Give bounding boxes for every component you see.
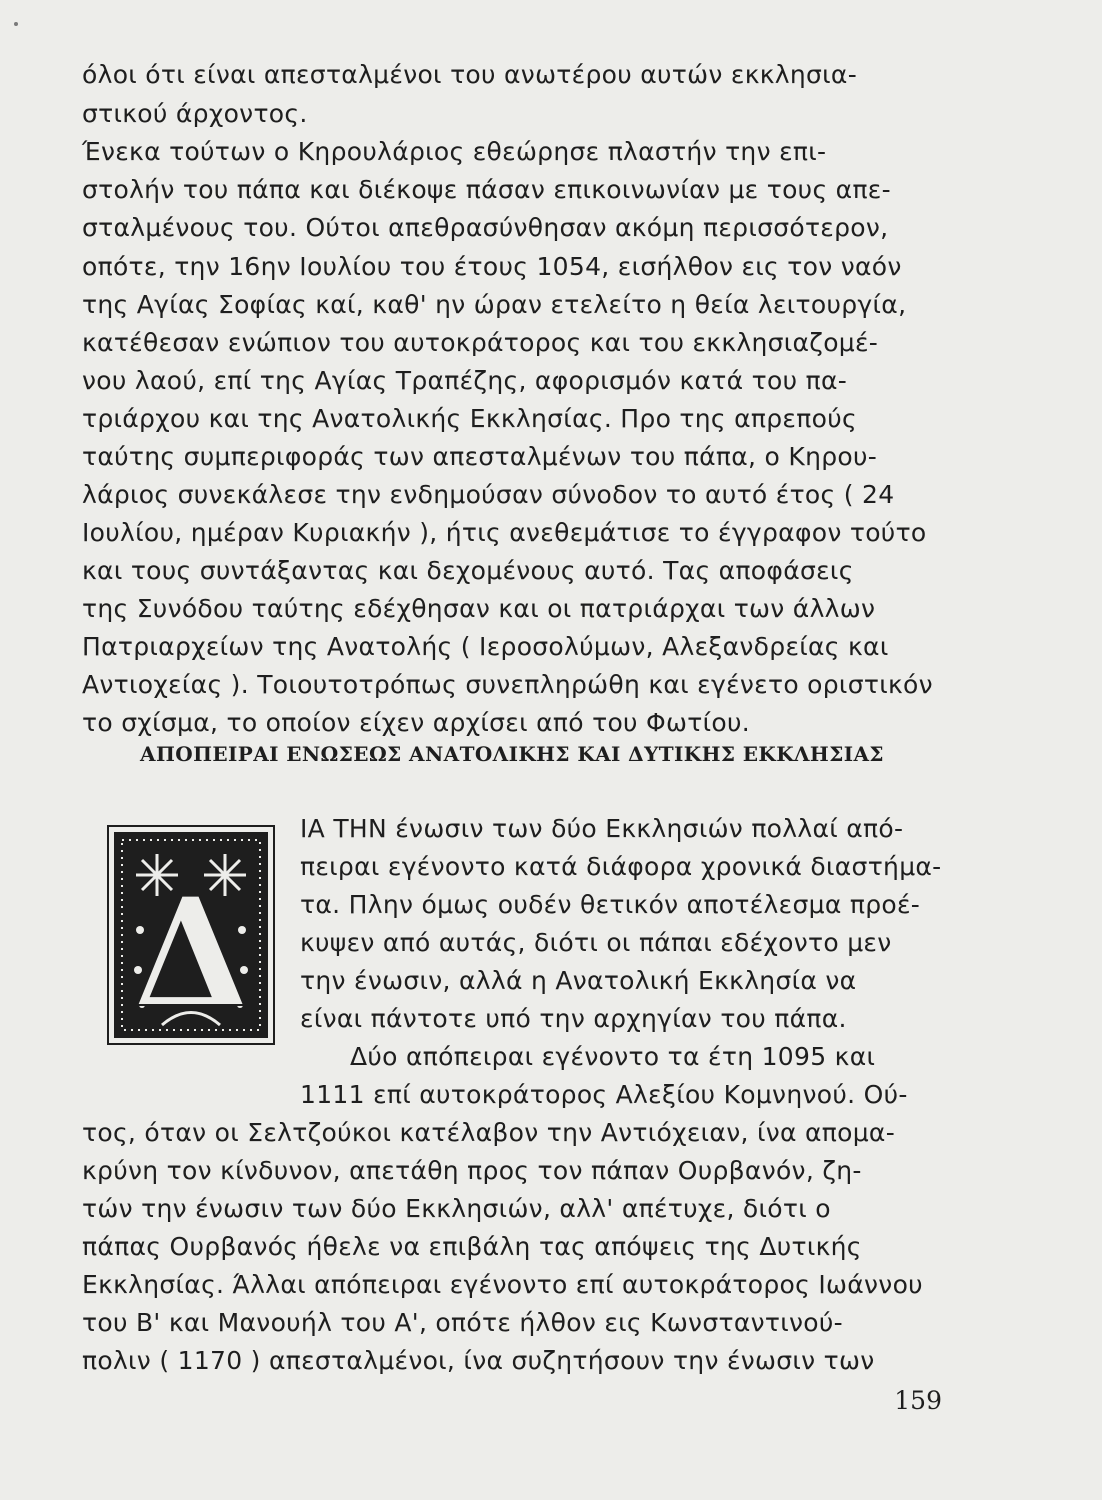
text-line: Πατριαρχείων της Ανατολής ( Ιεροσολύμων, Αλεξανδρείας και [82,632,889,661]
text-line: όλοι ότι είναι απεσταλμένοι του ανωτέρου αυτών εκκλησια- [82,60,858,89]
text-line: οπότε, την 16ην Ιουλίου του έτους 1054, εισήλθον εις τον ναόν [82,252,902,281]
text-line: στικού άρχοντος. [82,99,308,128]
text-line: κυψεν από αυτάς, διότι οι πάπαι εδέχοντο μεν [300,928,892,957]
decorative-initial [102,820,280,1050]
text-line: τα. Πλην όμως ουδέν θετικόν αποτέλεσμα προέ- [300,890,921,919]
text-line: της Συνόδου ταύτης εδέχθησαν και οι πατριάρχαι των άλλων [82,594,876,623]
text-line: ταύτης συμπεριφοράς των απεσταλμένων του πάπα, ο Κηρου- [82,442,878,471]
text-line: στολήν του πάπα και διέκοψε πάσαν επικοινωνίαν με τους απε- [82,175,891,204]
text-line: τών την ένωσιν των δύο Εκκλησιών, αλλ' απέτυχε, διότι ο [82,1194,831,1223]
text-line: του Β' και Μανουήλ του Α', οπότε ήλθον εις Κωνσταντινού- [82,1308,843,1337]
text-line: Δύο απόπειραι εγένοντο τα έτη 1095 και [350,1042,876,1071]
text-line: είναι πάντοτε υπό την αρχηγίαν του πάπα. [300,1004,847,1033]
drop-cap-letter: Δ [132,865,250,1041]
text-line: Ένεκα τούτων ο Κηρουλάριος εθεώρησε πλαστήν την επι- [82,137,827,166]
text-line: πειραι εγένοντο κατά διάφορα χρονικά διαστήμα- [300,852,942,881]
text-line: πάπας Ουρβανός ήθελε να επιβάλη τας απόψεις της Δυτικής [82,1232,862,1261]
section-heading: ΑΠΟΠΕΙΡΑΙ ΕΝΩΣΕΩΣ ΑΝΑΤΟΛΙΚΗΣ ΚΑΙ ΔΥΤΙΚΗΣ ΕΚΚΛΗΣΙΑΣ [140,742,884,766]
text-line: την ένωσιν, αλλά η Ανατολική Εκκλησία να [300,966,857,995]
text-line: κατέθεσαν ενώπιον του αυτοκράτορος και του εκκλησιαζομέ- [82,328,879,357]
page-number: 159 [894,1386,942,1415]
text-line: τος, όταν οι Σελτζούκοι κατέλαβον την Αντιόχειαν, ίνα απομα- [82,1118,896,1147]
scan-speck [14,22,18,26]
text-line: το σχίσμα, το οποίον είχεν αρχίσει από του Φωτίου. [82,708,750,737]
text-line: 1111 επί αυτοκράτορος Αλεξίου Κομνηνού. Ού- [300,1080,908,1109]
text-line: Ιουλίου, ημέραν Κυριακήν ), ήτις ανεθεμάτισε το έγγραφον τούτο [82,518,927,547]
text-line: τριάρχου και της Ανατολικής Εκκλησίας. Προ της απρεπούς [82,404,857,433]
text-line: σταλμένους του. Ούτοι απεθρασύνθησαν ακόμη περισσότερον, [82,213,889,242]
text-line: Αντιοχείας ). Τοιουτοτρόπως συνεπληρώθη και εγένετο οριστικόν [82,670,933,699]
text-line: κρύνη τον κίνδυνον, απετάθη προς τον πάπαν Ουρβανόν, ζη- [82,1156,862,1185]
text-line: της Αγίας Σοφίας καί, καθ' ην ώραν ετελείτο η θεία λειτουργία, [82,290,907,319]
text-line: λάριος συνεκάλεσε την ενδημούσαν σύνοδον το αυτό έτος ( 24 [82,480,895,509]
text-line: ΙΑ ΤΗΝ ένωσιν των δύο Εκκλησιών πολλαί από- [300,814,904,843]
text-line: νου λαού, επί της Αγίας Τραπέζης, αφορισμόν κατά του πα- [82,366,848,395]
text-line: και τους συντάξαντας και δεχομένους αυτό. Τας αποφάσεις [82,556,854,585]
text-line: πολιν ( 1170 ) απεσταλμένοι, ίνα συζητήσουν την ένωσιν των [82,1346,875,1375]
text-line: Εκκλησίας. Άλλαι απόπειραι εγένοντο επί αυτοκράτορος Ιωάννου [82,1270,923,1299]
